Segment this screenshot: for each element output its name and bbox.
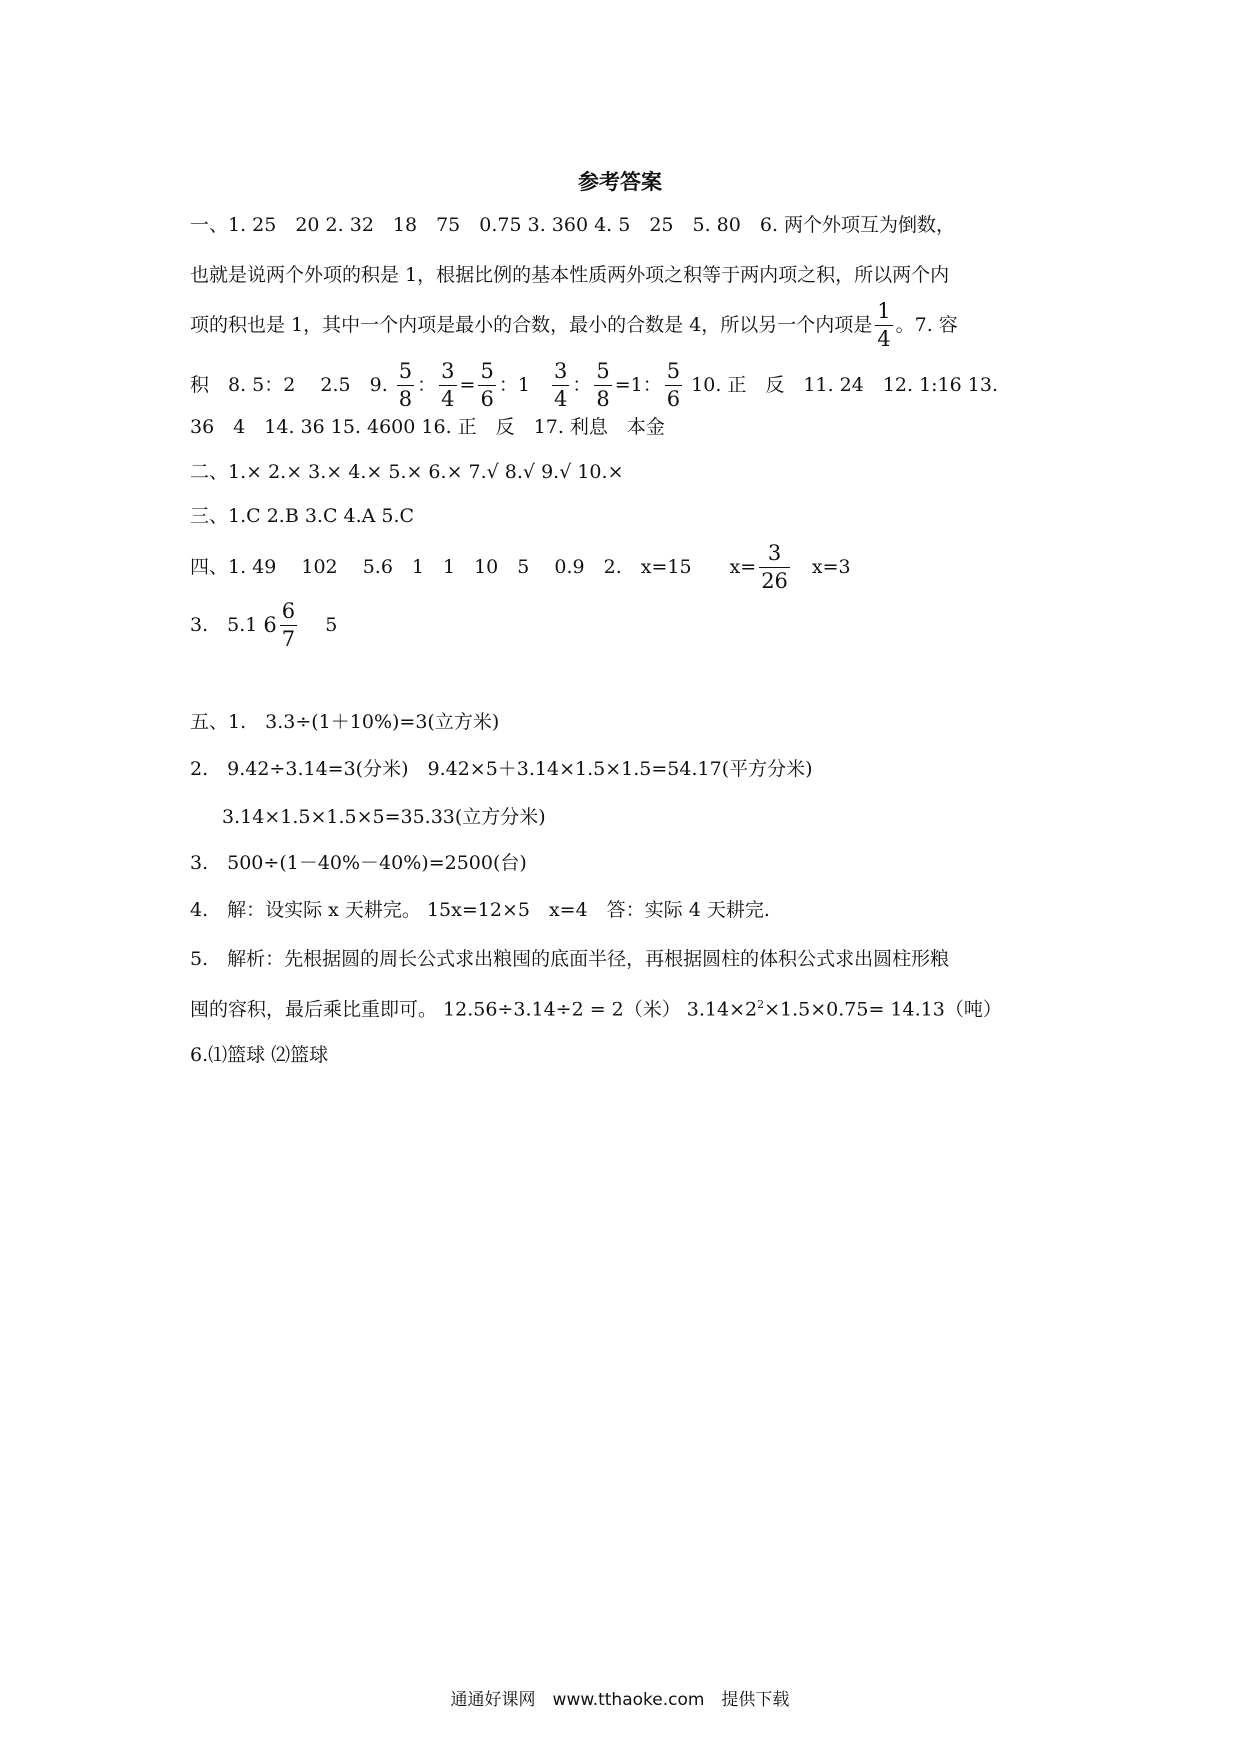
sec1-line1: 一、1. 25 20 2. 32 18 75 0.75 3. 360 4. 5 25 5. 80 6. 两个外项互为倒数，: [190, 214, 956, 236]
sec5-line8: 6.⑴篮球 ⑵篮球: [190, 1044, 329, 1066]
superscript: 2: [757, 998, 765, 1011]
page-title: 参考答案: [578, 170, 662, 194]
sec2-line: 二、1.× 2.× 3.× 4.× 5.× 6.× 7.√ 8.√ 9.√ 10.×: [190, 461, 624, 483]
text-run: 四、1. 49 102 5.6 1 1 10 5 0.9 2. x=15 x=: [190, 556, 757, 579]
fraction: $\frac{5}{6}$: [666, 359, 681, 412]
sec1-line3: [190, 300, 958, 351]
sec4-line2: [190, 600, 337, 651]
text-run: 5: [306, 614, 338, 637]
text-run: ：: [417, 374, 437, 397]
fraction: $\frac{5}{8}$: [596, 359, 610, 412]
sec5-line5: 4. 解：设实际 x 天耕完。 15x=12×5 x=4 答：实际 4 天耕完.: [190, 899, 770, 921]
sec5-line2: 2. 9.42÷3.14=3(分米) 9.42×5＋3.14×1.5×1.5=54.17(平方分米): [190, 758, 813, 780]
sec4-line1: [190, 542, 851, 593]
text-run: 3. 5.1: [190, 614, 258, 637]
text-run: ×1.5×0.75= 14.13（吨）: [764, 998, 1002, 1021]
fraction: $\frac{1}{4}$: [877, 299, 891, 352]
fraction: $\frac{3}{4}$: [553, 359, 568, 412]
text-run: 囤的容积，最后乘比重即可。 12.56÷3.14÷2 = 2（米） 3.14×2: [190, 998, 758, 1021]
sec1-line5: 36 4 14. 36 15. 4600 16. 正 反 17. 利息 本金: [190, 416, 665, 438]
fraction: $\frac{5}{8}$: [398, 359, 413, 412]
sec5-line4: 3. 500÷(1－40%－40%)=2500(台): [190, 852, 527, 874]
fraction: $\frac{3}{4}$: [441, 359, 455, 412]
text-run: ：: [572, 374, 592, 397]
sec5-line1: 五、1. 3.3÷(1＋10%)=3(立方米): [190, 711, 500, 733]
mixed-number: 6 $\frac{6}{7}$: [263, 599, 296, 652]
fraction: $\frac{3}{26}$: [761, 541, 788, 594]
text-run: ：1: [498, 374, 549, 397]
sec1-line4: [190, 360, 998, 411]
text-run: 积 8. 5：2 2.5 9.: [190, 374, 388, 397]
text-run: x=3: [792, 556, 851, 579]
sec5-line7: [190, 999, 1002, 1019]
text-run: =1：: [614, 374, 662, 397]
text-run: =: [459, 374, 476, 397]
sec1-line2: 也就是说两个外项的积是 1，根据比例的基本性质两外项之积等于两内项之积，所以两个内: [190, 264, 950, 286]
sec1-line3-text: 项的积也是 1，其中一个内项是最小的合数，最小的合数是 4，所以另一个内项是: [190, 314, 873, 337]
sec1-line3-end: 。7. 容: [895, 314, 958, 337]
footer: 通通好课网 www.tthaoke.com 提供下载: [450, 1690, 790, 1710]
text-run: 10. 正 反 11. 24 12. 1:16 13.: [691, 374, 999, 397]
sec5-line6: 5. 解析：先根据圆的周长公式求出粮囤的底面半径，再根据圆柱的体积公式求出圆柱形粮: [190, 948, 950, 970]
sec5-line3: 3.14×1.5×1.5×5=35.33(立方分米): [222, 806, 546, 828]
sec3-line: 三、1.C 2.B 3.C 4.A 5.C: [190, 505, 415, 527]
fraction: $\frac{5}{6}$: [480, 359, 494, 412]
